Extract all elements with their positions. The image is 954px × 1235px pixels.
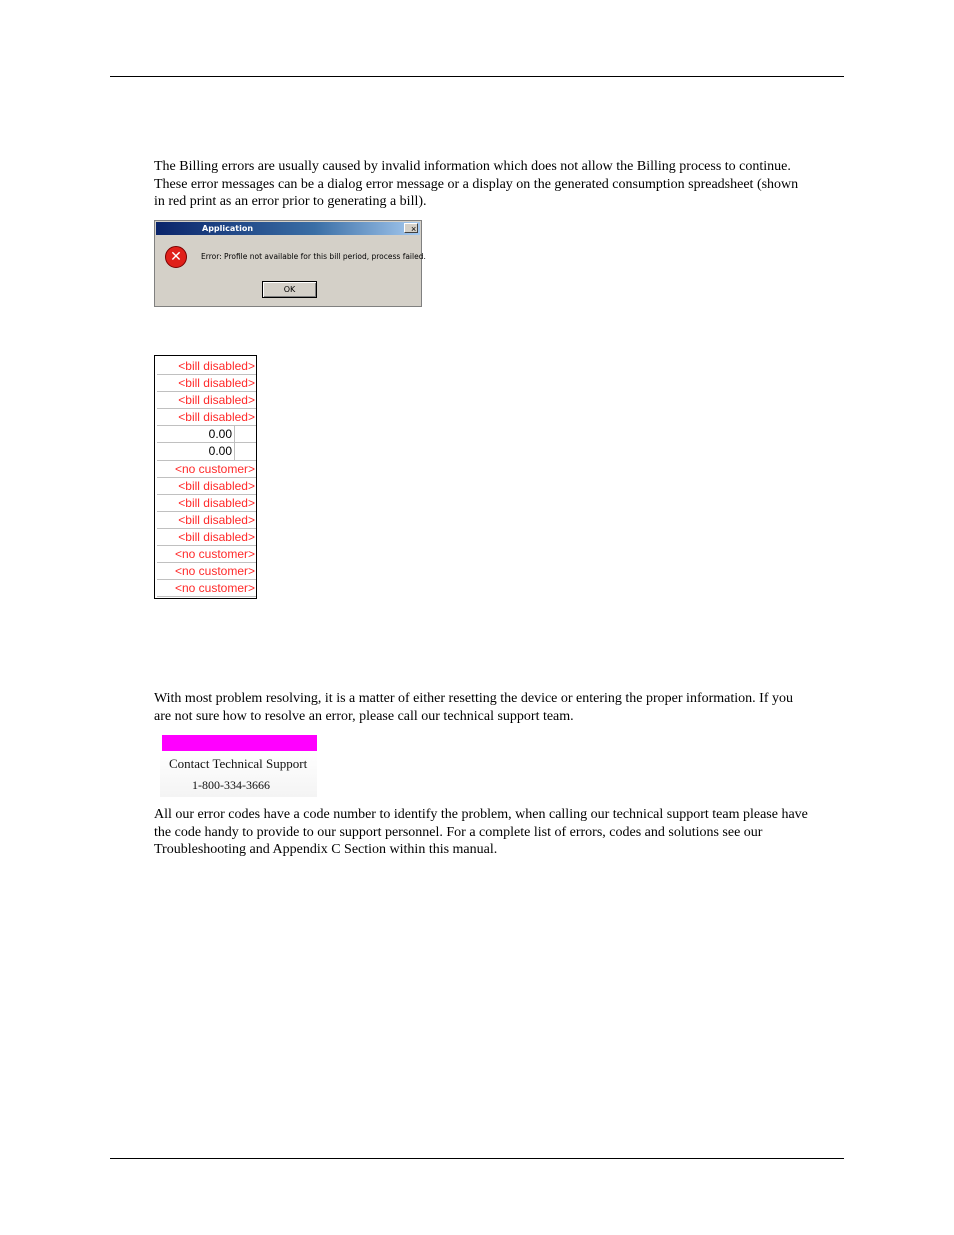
spreadsheet-cell: 0.00: [157, 443, 256, 460]
spreadsheet-cell: <no customer>: [157, 580, 256, 597]
header-rule: [110, 76, 844, 77]
resolve-paragraph: [154, 690, 844, 725]
spreadsheet-cell: <bill disabled>: [157, 478, 256, 495]
spreadsheet-cell: <bill disabled>: [157, 409, 256, 426]
spreadsheet-cell: <no customer>: [157, 461, 256, 478]
support-label: Contact Technical Support: [169, 756, 308, 771]
intro-paragraph: [154, 158, 844, 211]
spreadsheet-cell: <bill disabled>: [157, 392, 256, 409]
spreadsheet-cell: 0.00: [157, 426, 256, 443]
spreadsheet-cell: <bill disabled>: [157, 529, 256, 546]
dialog-title: Application: [202, 224, 254, 233]
dialog-message: Error: Profile not available for this bill period, process failed.: [201, 252, 426, 261]
codes-line: Troubleshooting and Appendix C Section within this manual.: [154, 842, 498, 857]
spreadsheet-cell: <no customer>: [157, 546, 256, 563]
support-header-bar: [162, 735, 317, 751]
intro-line: in red print as an error prior to generating a bill).: [154, 194, 427, 209]
support-phone: 1-800-334-3666: [192, 778, 270, 792]
resolve-line: are not sure how to resolve an error, please call our technical support team.: [154, 708, 574, 724]
codes-line: the code handy to provide to our support personnel. For a complete list of errors, codes and solutions see our: [154, 824, 763, 840]
codes-paragraph: [154, 806, 844, 859]
intro-line: These error messages can be a dialog error message or a display on the generated consumption spreadsheet (shown: [154, 176, 799, 192]
ok-button[interactable]: OK: [262, 281, 317, 298]
spreadsheet-cells: [157, 358, 256, 597]
spreadsheet-cell: <no customer>: [157, 563, 256, 580]
consumption-spreadsheet: [154, 355, 257, 599]
codes-line: All our error codes have a code number to identify the problem, when calling our technical support team please have: [154, 807, 808, 822]
dialog-titlebar: [156, 222, 420, 235]
spreadsheet-cell: <bill disabled>: [157, 375, 256, 392]
contact-support-box: [160, 735, 317, 797]
resolve-line: With most problem resolving, it is a matter of either resetting the device or entering the proper information. If you: [154, 691, 793, 706]
error-dialog: [154, 220, 426, 307]
spreadsheet-cell: <bill disabled>: [157, 512, 256, 529]
spreadsheet-cell: <bill disabled>: [157, 495, 256, 512]
close-icon: ×: [411, 224, 417, 234]
intro-line: The Billing errors are usually caused by invalid information which does not allow the Billing process to continue.: [154, 159, 791, 174]
footer-rule: [110, 1158, 844, 1159]
spreadsheet-cell: <bill disabled>: [157, 358, 256, 375]
close-button[interactable]: [404, 223, 418, 233]
error-icon: ✕: [165, 246, 187, 268]
